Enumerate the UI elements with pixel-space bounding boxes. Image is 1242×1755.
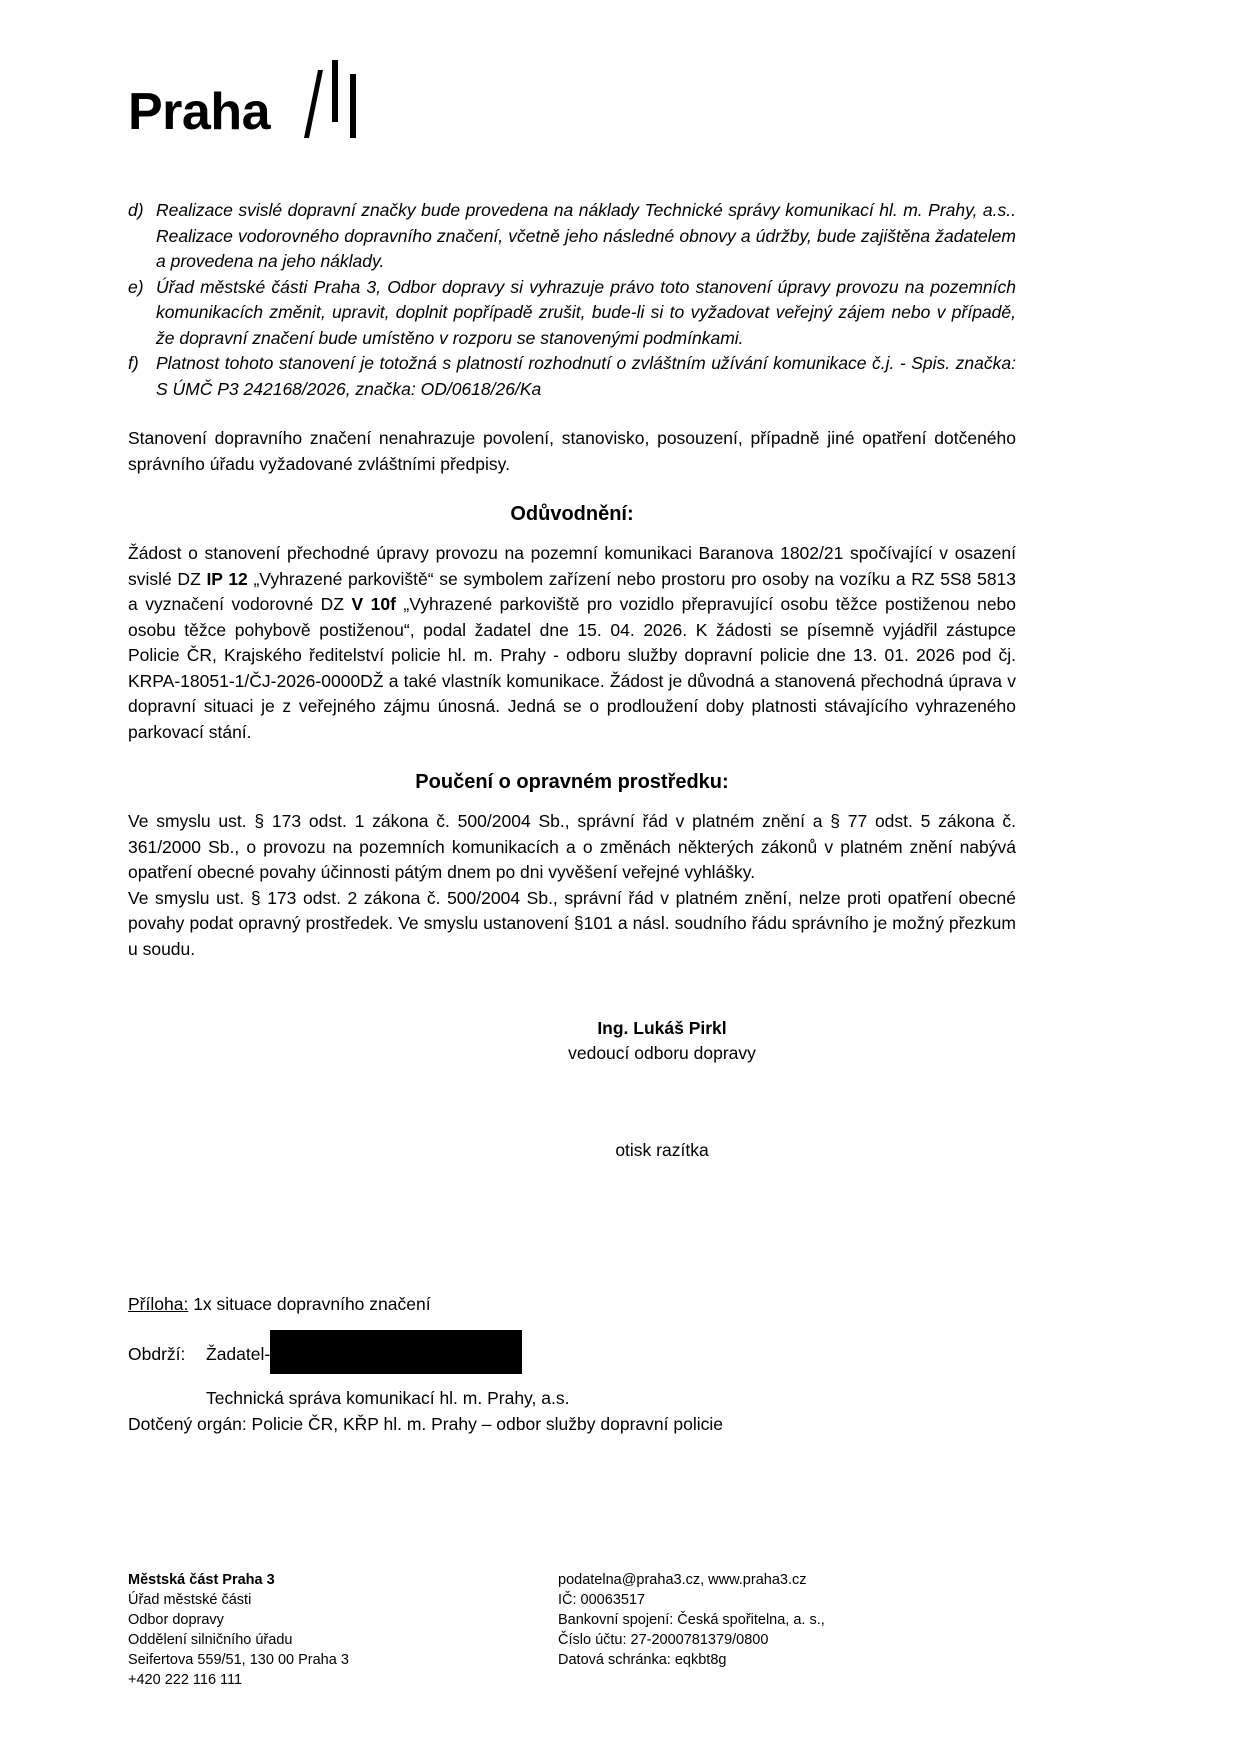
footer-ico: IČ: 00063517 xyxy=(558,1592,646,1608)
footer-address: Seifertova 559/51, 130 00 Praha 3 xyxy=(128,1652,349,1668)
list-marker: f) xyxy=(128,353,139,373)
reasoning-text-part-3: „Vyhrazené parkoviště pro vozidlo přepravující osobu těžce postiženou nebo osobu těžce pohybově postiženou“, podal žadatel dne 15. 04. 2026. K žádosti se písemně vyjádřil zástupce Policie ČR, Krajského ředitelství policie hl. m. Prahy - odboru služby dopravní policie dne 13. 01. 2026 pod čj. KRPA-18051-1/ČJ-2026-0000DŽ a také vlastník komunikace. Žádost je důvodná a stanovená přechodná úprava v dopravní situaci je z veřejného zájmu únosná. Jedná se o prodloužení doby platnosti stávajícího vyhrazeného parkovací stání. xyxy=(128,594,1017,742)
footer-phone: +420 222 116 111 xyxy=(128,1672,243,1688)
attachment-line xyxy=(128,1291,1016,1317)
conditions-list xyxy=(128,198,1016,402)
reasoning-paragraph xyxy=(128,541,1016,745)
praha-three-strokes-mark xyxy=(278,52,364,138)
footer-office: Úřad městské části xyxy=(128,1592,252,1608)
remedy-heading: Poučení o opravném prostředku: xyxy=(415,771,729,793)
list-item xyxy=(128,351,1016,402)
list-marker: e) xyxy=(128,276,144,297)
recipients-label: Obdrží: xyxy=(128,1344,186,1364)
document-body xyxy=(128,198,1016,1437)
reasoning-heading: Odůvodnění: xyxy=(510,503,634,525)
list-marker: d) xyxy=(128,200,144,220)
signature-block xyxy=(308,1016,1016,1066)
recipient-applicant: Žadatel- xyxy=(206,1344,271,1364)
attachment-label: Příloha: xyxy=(128,1294,189,1314)
footer-unit: Oddělení silničního úřadu xyxy=(128,1632,293,1648)
footer-org-name: Městská část Praha 3 xyxy=(128,1572,275,1588)
affected-body-line: Dotčený orgán: Policie ČR, KŘP hl. m. Prahy – odbor služby dopravní policie xyxy=(128,1414,723,1434)
reasoning-text-part-2: „Vyhrazené parkoviště“ se symbolem zařízení nebo prostoru pro osoby na vozíku a RZ 5S8 5813 a vyznačení vodorovné DZ xyxy=(128,568,1017,614)
praha-logo xyxy=(128,52,364,141)
signatory-name: Ing. Lukáš Pirkl xyxy=(597,1018,727,1038)
footer-left-column xyxy=(128,1570,558,1690)
signatory-title: vedoucí odboru dopravy xyxy=(568,1043,756,1063)
list-item-text: Realizace svislé dopravní značky bude provedena na náklady Technické správy komunikací hl. m. Prahy, a.s.. Realizace vodorovného dopravního značení, včetně jeho následné obnovy a údržby, bude zajištěna žadatelem a provedena na jeho náklady. xyxy=(156,200,1016,271)
reasoning-text-part-1: Žádost o stanovení přechodné úpravy provozu na pozemní komunikaci Baranova 1802/21 spočívající v osazení svislé DZ xyxy=(128,543,1016,589)
footer-email-web: podatelna@praha3.cz, www.praha3.cz xyxy=(558,1572,807,1588)
footer-bank: Bankovní spojení: Česká spořitelna, a. s., xyxy=(558,1612,825,1628)
list-item-text: Úřad městské části Praha 3, Odbor dopravy si vyhrazuje právo toto stanovení úpravy provozu na pozemních komunikacích změnit, upravit, doplnit popřípadě zrušit, bude-li si to vyžadovat veřejný zájem nebo v případě, že dopravní značení bude umístěno v rozporu se stanovenými podmínkami. xyxy=(156,276,1016,348)
remedy-paragraph-2: Ve smyslu ust. § 173 odst. 2 zákona č. 500/2004 Sb., správní řád v platném znění, nelze proti opatření obecné povahy podat opravný prostředek. Ve smyslu ustanovení §101 a násl. soudního řádu správního je možný přezkum u soudu. xyxy=(128,887,1016,959)
remedy-paragraph-1: Ve smyslu ust. § 173 odst. 1 zákona č. 500/2004 Sb., správní řád v platném znění a § 77 odst. 5 zákona č. 361/2000 Sb., o provozu na pozemních komunikacích a o změnách některých zákonů v platném znění nabývá opatření obecné povahy účinnosti pátým dnem po dni vyvěšení veřejné vyhlášky. xyxy=(128,811,1016,882)
logo-wordmark: Praha xyxy=(128,83,271,141)
footer-account: Číslo účtu: 27-2000781379/0800 xyxy=(558,1632,769,1648)
page-footer xyxy=(128,1570,1028,1690)
footer-department: Odbor dopravy xyxy=(128,1612,224,1628)
sign-code-ip12: IP 12 xyxy=(206,568,248,589)
sign-code-v10f: V 10f xyxy=(351,594,396,614)
footer-databox: Datová schránka: eqkbt8g xyxy=(558,1652,727,1668)
stamp-note: otisk razítka xyxy=(615,1140,709,1160)
recipients-row xyxy=(128,1341,1016,1385)
footer-right-column xyxy=(558,1570,988,1690)
list-item-text: Platnost tohoto stanovení je totožná s platností rozhodnutí o zvláštním užívání komunikace č.j. - Spis. značka: S ÚMČ P3 242168/2026, značka: OD/0618/26/Ka xyxy=(156,353,1016,399)
notice-paragraph: Stanovení dopravního značení nenahrazuje povolení, stanovisko, posouzení, případně jiné opatření dotčeného správního úřadu vyžadované zvláštními předpisy. xyxy=(128,428,1016,474)
recipient-tsk: Technická správa komunikací hl. m. Prahy, a.s. xyxy=(206,1388,570,1408)
redaction-bar xyxy=(270,1330,522,1374)
list-item xyxy=(128,275,1016,352)
attachment-value: 1x situace dopravního značení xyxy=(193,1294,431,1314)
list-item xyxy=(128,198,1016,275)
